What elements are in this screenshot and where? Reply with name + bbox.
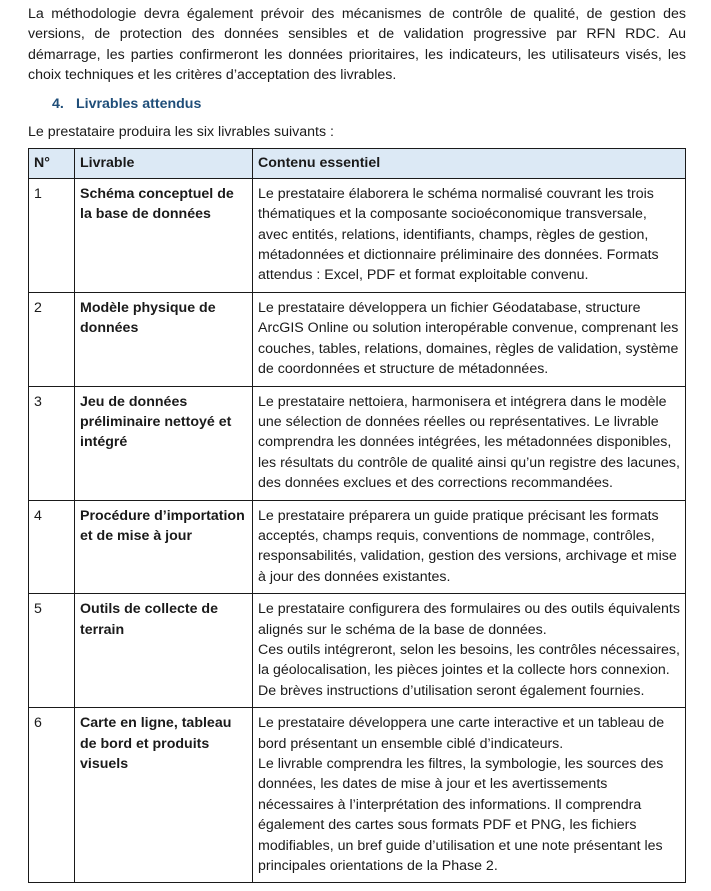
table-row bbox=[29, 594, 686, 708]
row-number: 2 bbox=[29, 292, 75, 386]
row-deliverable: Jeu de données préliminaire nettoyé et intégré bbox=[75, 386, 253, 500]
row-content-paragraph: Le prestataire élaborera le schéma normalisé couvrant les trois thématiques et la composante socioéconomique transversale, avec entités, relations, identifiants, champs, règles de gestion, métadonnées et dictionnaire préliminaire des données. Formats attendus : Excel, PDF et format exploitable convenu. bbox=[258, 185, 659, 284]
section-number: 4. bbox=[52, 95, 64, 112]
row-number: 4 bbox=[29, 500, 75, 594]
row-deliverable: Carte en ligne, tableau de bord et produits visuels bbox=[75, 708, 253, 883]
header-deliverable: Livrable bbox=[75, 149, 253, 178]
row-content bbox=[253, 386, 686, 500]
header-number: N° bbox=[29, 149, 75, 178]
row-content-paragraph: Ces outils intégreront, selon les besoins, les contrôles nécessaires, la géolocalisation, les pièces jointes et la collecte hors connexion. De brèves instructions d’utilisation seront également fournies. bbox=[258, 641, 680, 699]
table-row bbox=[29, 178, 686, 292]
lead-sentence: Le prestataire produira les six livrables suivants : bbox=[28, 124, 334, 141]
row-content-paragraph: Le prestataire nettoiera, harmonisera et intégrera dans le modèle une sélection de données réelles ou représentatives. Le livrable comprendra les données intégrées, les métadonnées disponibles, les résultats du contrôle de qualité ainsi qu’un registre des lacunes, des données exclues et des corrections recommandées. bbox=[258, 393, 680, 492]
section-heading bbox=[28, 94, 686, 114]
row-content bbox=[253, 594, 686, 708]
table-header-row bbox=[29, 149, 686, 178]
row-content bbox=[253, 178, 686, 292]
row-number: 5 bbox=[29, 594, 75, 708]
section-title: Livrables attendus bbox=[76, 95, 202, 112]
row-content-paragraph: Le livrable comprendra les filtres, la symbologie, les sources des données, les dates de mise à jour et les avertissements nécessaires à l’interprétation des informations. Il comprendra également des cartes sous formats PDF et PNG, les fichiers modifiables, un bref guide d’utilisation et une note présentant les principales orientations de la Phase 2. bbox=[258, 756, 664, 875]
table-row bbox=[29, 708, 686, 883]
table-row bbox=[29, 500, 686, 594]
row-deliverable: Outils de collecte de terrain bbox=[75, 594, 253, 708]
row-content-paragraph: Le prestataire configurera des formulaires ou des outils équivalents alignés sur le schéma de la base de données. bbox=[258, 601, 680, 638]
table-row bbox=[29, 292, 686, 386]
row-content bbox=[253, 500, 686, 594]
row-deliverable: Procédure d’importation et de mise à jour bbox=[75, 500, 253, 594]
row-content-paragraph: Le prestataire développera un fichier Géodatabase, structure ArcGIS Online ou solution interopérable convenue, comprenant les couches, tables, relations, domaines, règles de validation, système de coordonnées et structure de métadonnées. bbox=[258, 299, 679, 378]
row-content bbox=[253, 708, 686, 883]
row-number: 3 bbox=[29, 386, 75, 500]
row-deliverable: Modèle physique de données bbox=[75, 292, 253, 386]
document-page bbox=[28, 4, 686, 883]
table-row bbox=[29, 386, 686, 500]
deliverables-table bbox=[28, 148, 686, 883]
row-number: 1 bbox=[29, 178, 75, 292]
row-content bbox=[253, 292, 686, 386]
intro-paragraph: La méthodologie devra également prévoir des mécanismes de contrôle de qualité, de gestion des versions, de protection des données sensibles et de validation progressive par RFN RDC. Au démarrage, les parties confirmeront les données prioritaires, les indicateurs, les utilisateurs visés, les choix techniques et les critères d’acceptation des livrables. bbox=[28, 6, 686, 84]
header-content: Contenu essentiel bbox=[253, 149, 686, 178]
row-content-paragraph: Le prestataire développera une carte interactive et un tableau de bord présentant un ensemble ciblé d’indicateurs. bbox=[258, 715, 665, 752]
row-number: 6 bbox=[29, 708, 75, 883]
row-deliverable: Schéma conceptuel de la base de données bbox=[75, 178, 253, 292]
row-content-paragraph: Le prestataire préparera un guide pratique précisant les formats acceptés, champs requis, conventions de nommage, contrôles, responsabilités, validation, gestion des versions, archivage et mise à jour des données existantes. bbox=[258, 507, 677, 585]
